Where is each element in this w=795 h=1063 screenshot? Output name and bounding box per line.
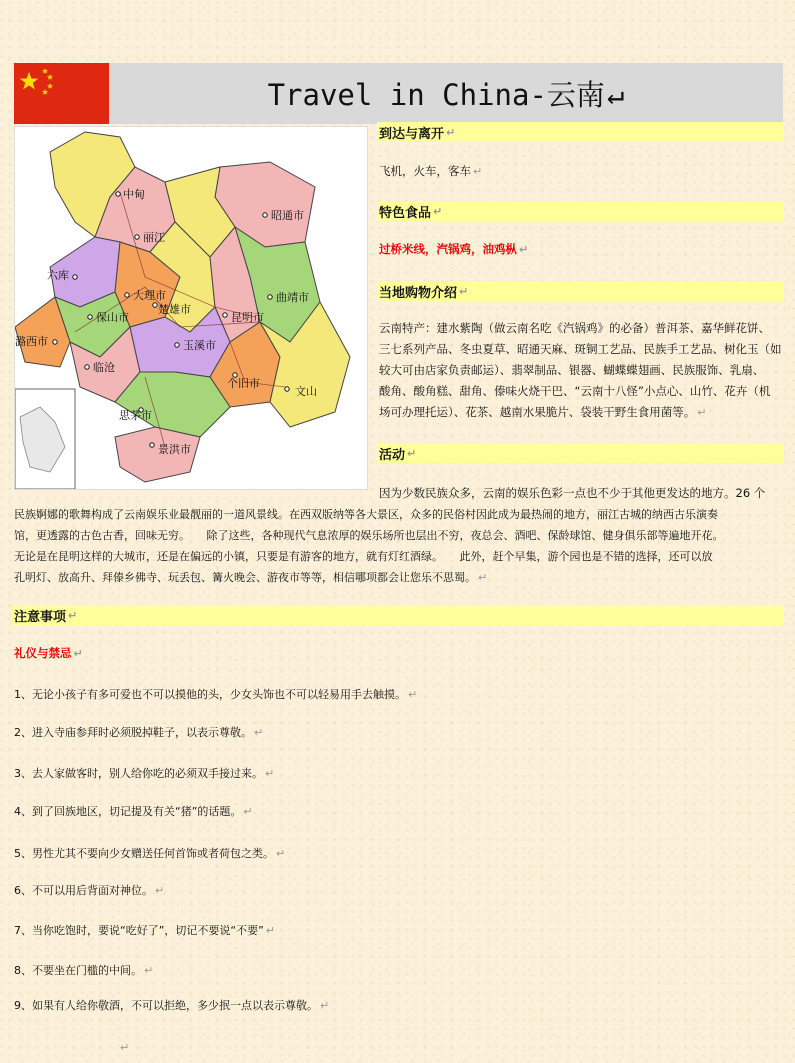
map-label: 潞西市: [15, 335, 48, 348]
title-bar: [109, 63, 783, 124]
note-item: 4、到了回族地区，切记提及有关“猪”的话题。 ↵: [14, 805, 253, 818]
map-label: 丽江: [143, 231, 165, 244]
activity-text: 民族婀娜的歌舞构成了云南娱乐业最靓丽的一道风景线。在西双版纳等各大景区，众多的民俗村因此成为最热闹的地方，丽江古城的纳西古乐演奏 馆，更透露的古色古香，回味无穷。 除了这些，各种现代气息浓厚的娱乐场所也层出不穷，夜总会、酒吧、保龄球馆、健身俱乐部等遍地开花。 无论是在昆明这样的大城市，还是在偏远的小镇，只要是有游客的地方，就有灯红酒绿。 此外，赶个早集，游个园也是不错的选择，还可以放 孔明灯、放高升、拜傣乡佛寺、玩丢包、篝火晚会、游夜市等等，相信哪项都会让您乐不思蜀。 ↵: [14, 508, 724, 584]
activity-line-first: 因为少数民族众多，云南的娱乐色彩一点也不少于其他更发达的地方。26 个: [379, 486, 766, 500]
note-item: 7、当你吃饱时，要说“吃好了”，切记不要说“不要” ↵: [14, 924, 276, 937]
map-label: 六库: [47, 269, 69, 282]
map-label: 昆明市: [231, 311, 264, 324]
paragraph-mark: ↵: [120, 1041, 130, 1054]
note-item: 8、不要坐在门槛的中间。 ↵: [14, 964, 154, 977]
map-label: 楚雄市: [158, 303, 191, 316]
map-label: 大理市: [133, 289, 166, 302]
china-flag-icon: [14, 63, 109, 124]
section-heading-activity: 活动 ↵: [377, 443, 784, 463]
page-title: Travel in China-云南: [267, 78, 605, 112]
map-label: 曲靖市: [276, 291, 309, 304]
shopping-text: 云南特产：建水紫陶（做云南名吃《汽锅鸡》的必备）普洱茶、嘉华鲜花饼、 三七系列产品、冬虫夏草、昭通天麻、斑铜工艺品、民族手工艺品、树化玉（如 较大可由店家负责邮运）、翡翠制品、银器、蝴蝶蝶翅画、民族服饰、乳扇、 酸角、酸角糕、甜角、傣味火烧干巴、“云南十八怪”小点心、山竹、花卉（机 场可办理托运）、花茶、越南水果脆片、袋装干野生食用菌等。 ↵: [379, 321, 782, 419]
section-heading-notes: 注意事项 ↵: [12, 605, 784, 625]
note-item: 3、去人家做客时，别人给你吃的必须双手接过来。 ↵: [14, 767, 275, 780]
note-item: 2、进入寺庙参拜时必须脱掉鞋子，以表示尊敬。 ↵: [14, 726, 264, 739]
map-label: 文山: [295, 385, 317, 398]
yunnan-map: [14, 126, 368, 490]
map-label: 玉溪市: [183, 339, 216, 352]
note-item: 5、男性尤其不要向少女赠送任何首饰或者荷包之类。 ↵: [14, 847, 286, 860]
note-item: 9、如果有人给你敬酒，不可以拒绝，多少抿一点以表示尊敬。 ↵: [14, 999, 330, 1012]
section-heading-arrive: 到达与离开 ↵: [377, 122, 784, 142]
map-label: 思茅市: [119, 409, 152, 422]
section-heading-shopping: 当地购物介绍 ↵: [377, 281, 784, 301]
map-label: 保山市: [96, 311, 129, 324]
map-label: 昭通市: [271, 209, 304, 222]
map-label: 临沧: [93, 361, 115, 374]
map-region-simao: [115, 372, 230, 437]
map-label: 中甸: [123, 188, 145, 201]
section-heading-food: 特色食品 ↵: [377, 201, 784, 221]
note-item: 1、无论小孩子有多可爱也不可以摸他的头，少女头饰也不可以轻易用手去触摸。 ↵: [14, 688, 418, 701]
food-text: 过桥米线，汽锅鸡，油鸡枞 ↵: [379, 242, 529, 256]
paragraph-mark: ↵: [606, 76, 625, 111]
map-label: 个旧市: [227, 377, 260, 390]
arrive-text: 飞机，火车，客车 ↵: [379, 164, 483, 178]
note-item: 6、不可以用后背面对神位。 ↵: [14, 884, 165, 897]
notes-subheading: 礼仪与禁忌 ↵: [14, 646, 83, 660]
map-label: 景洪市: [158, 443, 191, 456]
